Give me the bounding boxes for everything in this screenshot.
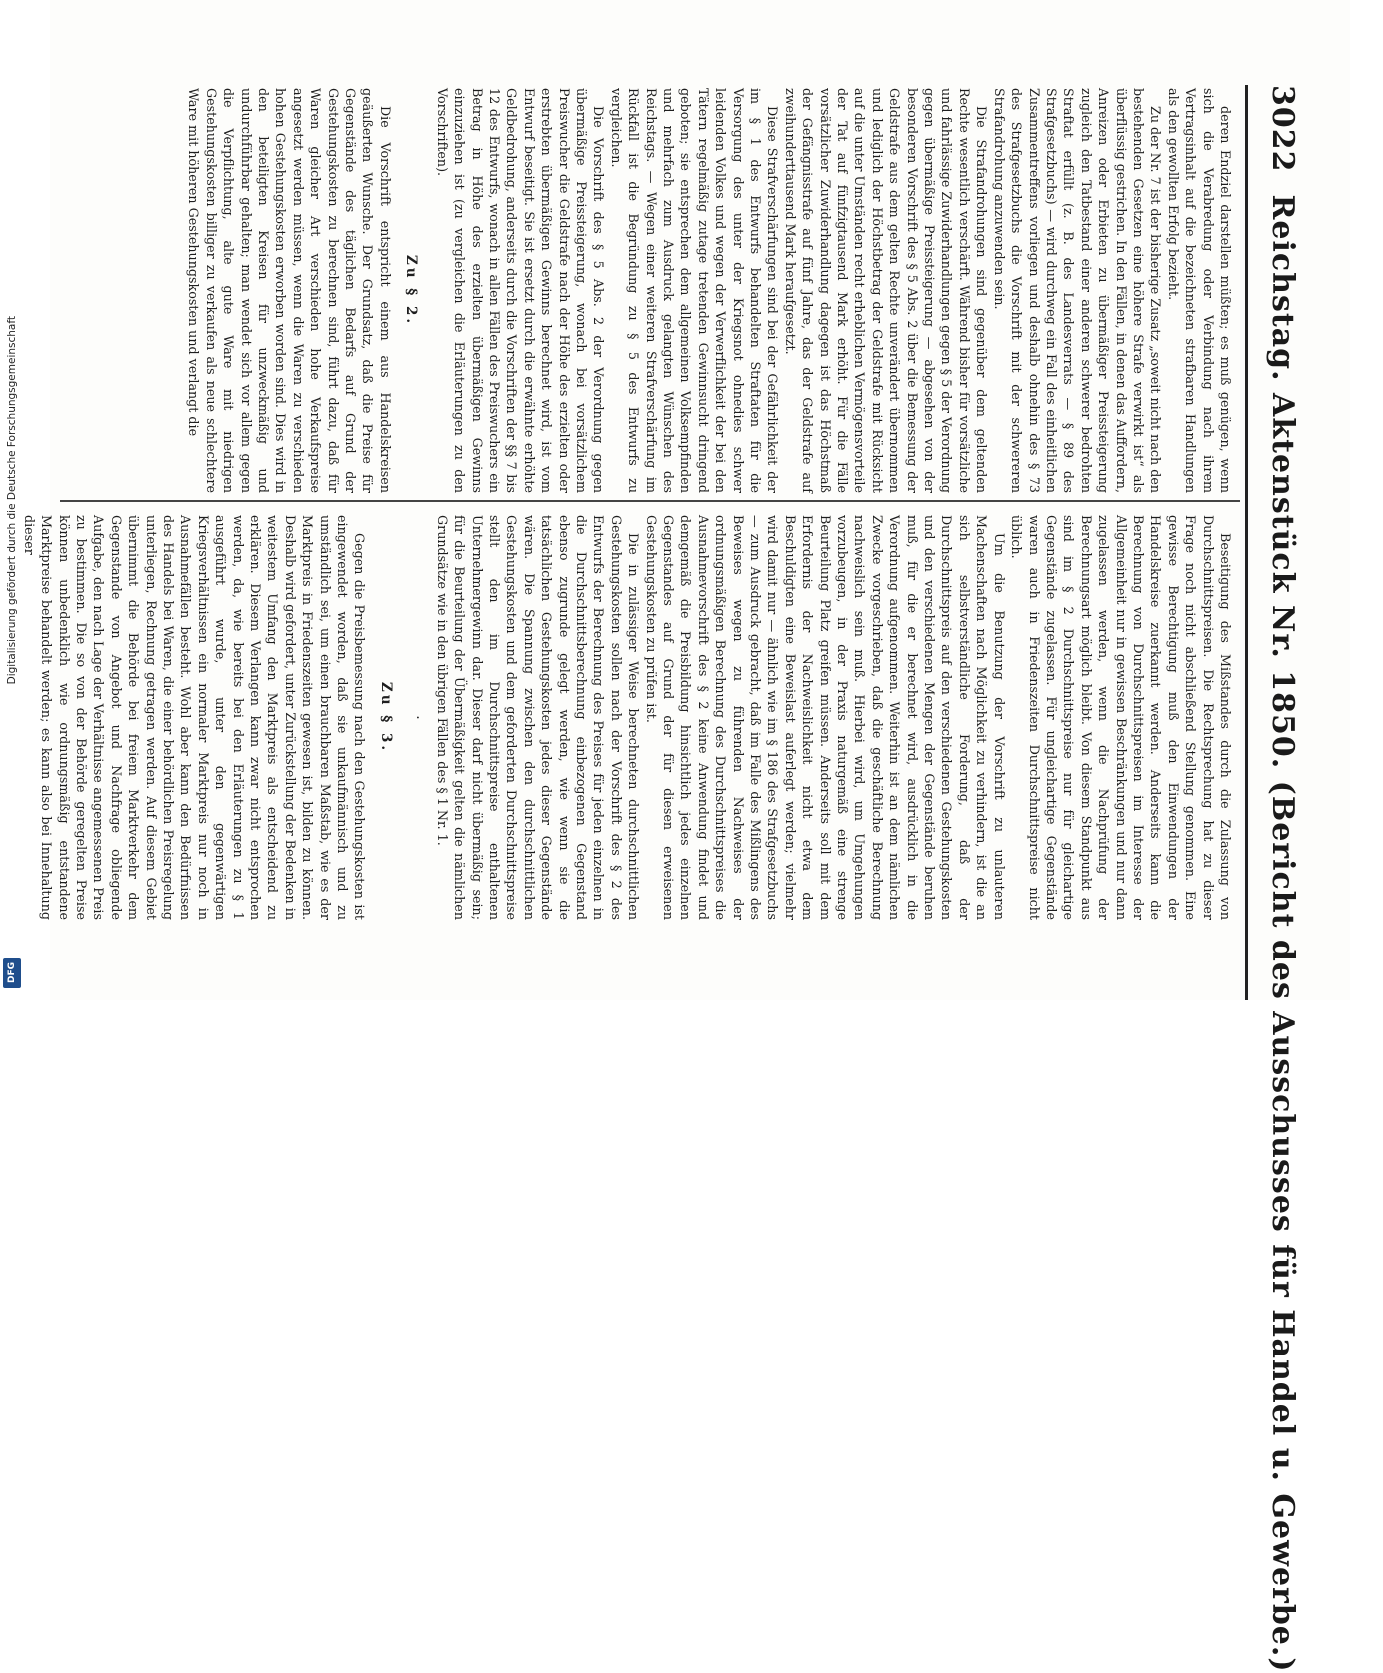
- paragraph: deren Endziel darstellen müßten; es muß genügen, wenn sich die Verabredung oder Verbindung nach ihrem Vertragsinhalt auf die bezeichneten strafbaren Handlungen als den gewollten Erfolg bezieht.: [1165, 88, 1233, 493]
- page-number: 3022: [1265, 85, 1300, 173]
- header-rule: [1245, 85, 1248, 1000]
- paragraph: Zu der Nr. 7 ist der bisherige Zusatz „soweit nicht nach den bestehenden Gesetzen eine höhere Strafe verwirkt ist“ als überflüssig gestrichen. In den Fällen, in denen das Auffordern, Anreizen oder Erbieten zu übermäßiger Preissteigerung zugleich den Tatbestand einer anderen schwerer bedrohten Straftat erfüllt (z. B. des Landesverrats — § 89 des Strafgesetzbuchs) — wird durchweg ein Fall des einheitlichen Zusammentreffens vorliegen und deshalb ohnehin des § 73 des Strafgesetzbuchs die Vorschrift mit der schwereren Strafandrohung anzuwenden sein.: [991, 88, 1164, 493]
- section-heading: Zu § 3.: [377, 681, 394, 754]
- paragraph: Um die Benutzung der Vorschrift zu unlauteren Machenschaften nach Möglichkeit zu verhindern, ist die an sich selbstverständliche Forderung, daß der Durchschnittspreis auf den verschiedenen Gestehungskosten und den verschiedenen Mengen der Gegenstände beruhen muß, für die er berechnet wird, ausdrücklich in die Verordnung aufgenommen. Weiterhin ist an dem nämlichen Zwecke vorgeschrieben, daß die geschäftliche Berechnung nachweislich sein muß. Hierbei wird, um Umgehungen vorzubeugen, in der Praxis naturgemäß eine strenge Beurteilung Platz greifen müssen. Anderseits soll mit dem Erfordernis der Nachweislichkeit nicht etwa dem Beschuldigten eine Beweislast auferlegt werden; vielmehr wird damit nur — ähnlich wie im § 186 des Strafgesetzbuchs — zum Ausdruck gebracht, daß im Falle des Mißlingens des Beweises wegen zu führenden Nachweises der ordnungsmäßigen Berechnung des Durchschnittspreises die Ausnahmevorschrift des § 2 keine Anwendung findet und demgemäß die Preisbildung hinsichtlich jedes einzelnen Gegenstandes auf Grund der für diesen erweisenen Gestehungskosten zu prüfen ist.: [643, 515, 1007, 920]
- left-column: [54, 88, 1234, 493]
- paragraph: Die Vorschrift entspricht einem aus Handelskreisen geäußerten Wunsche. Der Grundsatz, daß die Preise für Gegenstände des täglichen Bedarfs auf Grund der Gestehungskosten zu berechnen sind, führt dazu, daß für Waren gleicher Art verschieden hohe Verkaufspreise angesetzt werden müssen, wenn die Waren zu verschieden hohen Gestehungskosten erworben worden sind. Dies wird in den beteiligten Kreisen für unzweckmäßig und undurchführbar gehalten; man wendet sich vor allem gegen die Verpflichtung, alte gute Ware mit niedrigen Gestehungskosten billiger zu verkaufen als neue schlechtere Ware mit höheren Gestehungskosten und verlangt die: [186, 88, 393, 493]
- credit-text: Digitalisierung gefördert durch die Deutsche Forschungsgemeinschaft: [6, 315, 18, 685]
- paragraph: Diese Strafverschärfungen sind bei der Gefährlichkeit der im § 1 des Entwurfs behandelten Straftaten für die Versorgung des unter der Kriegsnot ohnedies schwer leidenden Volkes und wegen der Verwerflichkeit der bei den Tätern regelmäßig zutage tretenden Gewinnsucht dringend geboten; sie entsprechen dem allgemeinen Volksempfinden und mehrfach zum Ausdruck gelangten Wünschen des Reichstags. — Wegen einer weiteren Strafverschärfung im Rückfall ist die Begründung zu § 5 des Entwurfs zu vergleichen.: [608, 88, 781, 493]
- logo-label: DFG: [7, 962, 17, 984]
- digitization-credit: [2, 0, 22, 1000]
- paragraph: Die Vorschrift des § 5 Abs. 2 der Verordnung gegen übermäßige Preissteigerung, wonach bei vorsätzlichem Preiswucher die Geldstrafe nach der Höhe des erzielten oder erstrebten übermäßigen Gewinns berechnet wird, ist vom Entwurf beseitigt. Sie ist ersetzt durch die erwähnte erhöhte Geldbedrohung, anderseits durch die Vorschriften der §§ 7 bis 12 des Entwurfs, wonach in allen Fällen des Preiswuchers ein Betrag in Höhe des erzielten übermäßigen Gewinns einzuziehen ist (zu vergleichen die Erläuterungen zu den Vorschriften).: [434, 88, 607, 493]
- page-header: [1250, 85, 1300, 1673]
- running-title: Reichstag. Aktenstück Nr. 1850. (Bericht des Ausschusses für Handel u. Gewerbe.): [1265, 194, 1300, 1673]
- dfg-logo: [3, 958, 21, 988]
- column-divider: [60, 500, 1240, 502]
- paragraph: Gegen die Preisbemessung nach den Gestehungskosten ist eingewendet worden, daß sie unkaufmännisch und zu umständlich sei, um einen brauchbaren Maßstab, wie es der Marktpreis in Friedenszeiten gewesen ist, bilden zu können. Deshalb wird gefordert, unter Zurückstellung der Bedenken in weitestem Umfang den Marktpreis als entscheidend zu erklären. Diesem Verlangen kann zwar nicht entsprochen werden, da, wie bereits bei den Erläuterungen zu § 1 ausgeführt wurde, unter den gegenwärtigen Kriegsverhältnissen ein normaler Marktpreis nur noch in Ausnahmefällen besteht. Wohl aber kann den Bedürfnissen des Handels bei Waren, die einer behördlichen Preisregelung unterliegen, Rechnung getragen werden. Auf diesem Gebiet übernimmt die Behörde bei freiem Marktverkehr dem Gegenstande von Angebot und Nachfrage obliegende Aufgabe, den nach Lage der Verhältnisse angemessenen Preis zu bestimmen. Die so von der Behörde geregelten Preise können unbedenklich wie ordnungsmäßig entstandene Marktpreise behandelt werden; es kann also bei Innehaltung dieser: [21, 515, 368, 920]
- paragraph: Die in zulässiger Weise berechneten durchschnittlichen Gestehungskosten sollen nach der Vorschrift des § 2 des Entwurfs der Berechnung des Preises für jeden einzelnen in die Durchschnittsberechnung einbezogenen Gegenstand ebenso zugrunde gelegt werden, wie wenn sie die tatsächlichen Gestehungskosten jedes dieser Gegenstände wären. Die Spannung zwischen den durchschnittlichen Gestehungskosten und dem geforderten Durchschnittspreise stellt den im Durchschnittspreise enthaltenen Unternehmergewinn dar. Dieser darf nicht übermäßig sein; für die Beurteilung der Übermäßigkeit gelten die nämlichen Grundsätze wie in den übrigen Fällen des § 1 Nr. 1.: [434, 515, 642, 920]
- paragraph: Beseitigung des Mißstandes durch die Zulassung von Durchschnittspreisen. Die Rechtsprechung hat zu dieser Frage noch nicht abschließend Stellung genommen. Eine gewisse Berechtigung muß den Einwendungen der Handelskreise zuerkannt werden. Anderseits kann die Berechnung von Durchschnittspreisen im Interesse der Allgemeinheit nur in gewissen Beschränkungen und nur dann zugelassen werden, wenn die Nachprüfung der Berechnungsart möglich bleibt. Von diesem Standpunkt aus sind im § 2 Durchschnittspreise nur für gleichartige Gegenstände zugelassen. Für ungleichartige Gegenstände waren auch in Friedenszeiten Durchschnittspreise nicht üblich.: [1009, 515, 1233, 920]
- paragraph: Die Strafandrohungen sind gegenüber dem geltenden Rechte wesentlich verschärft. Während bisher für vorsätzliche und fahrlässige Zuwiderhandlungen gegen § 5 der Verordnung gegen übermäßige Preissteigerung — abgesehen von der besonderen Vorschrift des § 5 Abs. 2 über die Bemessung der Geldstrafe aus dem gelten Rechte unverändert übernommen und lediglich der Höchstbetrag der Geldstrafe mit Rücksicht auf die unter Umständen recht erheblichen Vermögensvorteile der Tat auf fünfzigtausend Mark erhöht. Für die Fälle vorsätzlicher Zuwiderhandlung dagegen ist das Höchstmaß der Gefängnisstrafe auf fünf Jahre, das der Geldstrafe auf zweihunderttausend Mark heraufgesetzt.: [782, 88, 990, 493]
- separator-dot: ·: [409, 715, 426, 720]
- right-column: [21, 515, 1234, 920]
- section-heading: Zu § 2.: [403, 254, 420, 327]
- document-page: [21, 0, 1350, 1673]
